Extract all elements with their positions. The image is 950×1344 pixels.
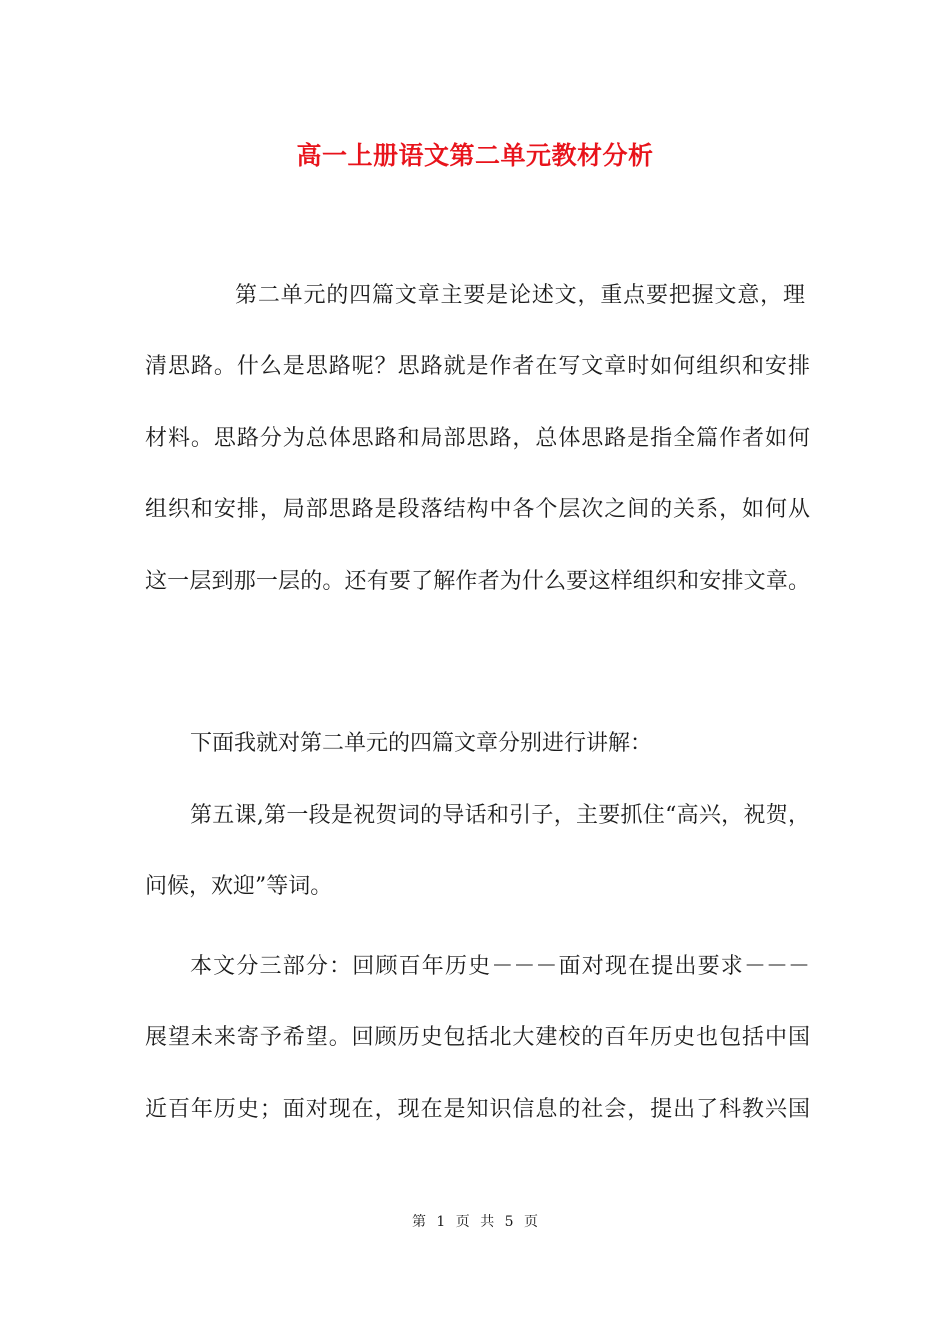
document-title: 高一上册语文第二单元教材分析: [296, 141, 654, 170]
paragraph-1-line-4: 组织和安排，局部思路是段落结构中各个层次之间的关系，如何从: [145, 497, 810, 522]
paragraph-4-line-3: 近百年历史；面对现在，现在是知识信息的社会，提出了科教兴国: [145, 1097, 810, 1122]
paragraph-4-line-1: 本文分三部分：回顾百年历史－－－面对现在提出要求－－－: [190, 954, 810, 979]
paragraph-4-line-2: 展望未来寄予希望。回顾历史包括北大建校的百年历史也包括中国: [145, 1025, 810, 1050]
paragraph-1-line-1: 第二单元的四篇文章主要是论述文，重点要把握文意，理: [235, 283, 805, 308]
paragraph-1-line-5: 这一层到那一层的。还有要了解作者为什么要这样组织和安排文章。: [145, 569, 810, 594]
paragraph-2-line-1: 下面我就对第二单元的四篇文章分别进行讲解：: [190, 731, 653, 756]
paragraph-3-line-2: 问候，欢迎”等词。: [145, 874, 333, 899]
paragraph-3-line-1: 第五课,第一段是祝贺词的导话和引子，主要抓住“高兴，祝贺，: [190, 803, 810, 828]
paragraph-1-line-2: 清思路。什么是思路呢？思路就是作者在写文章时如何组织和安排: [145, 354, 810, 379]
paragraph-1-line-3: 材料。思路分为总体思路和局部思路，总体思路是指全篇作者如何: [145, 426, 810, 451]
page-footer: 第 1 页 共 5 页: [411, 1214, 539, 1230]
